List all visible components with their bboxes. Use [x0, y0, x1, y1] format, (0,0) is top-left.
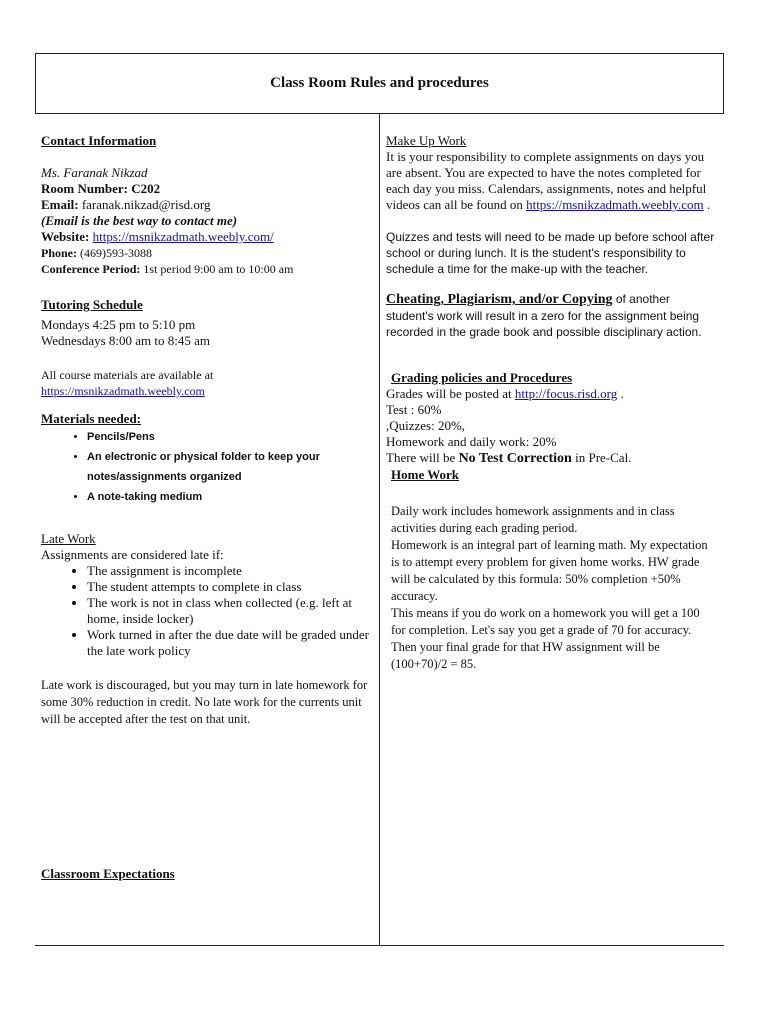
materials-note: All course materials are available at [41, 368, 214, 382]
grading-heading: Grading policies and Procedures [391, 370, 573, 385]
email-note: (Email is the best way to contact me) [41, 213, 238, 228]
list-item: • The student attempts to complete in class [87, 579, 371, 595]
no-test-pre: There will be [386, 450, 459, 465]
focus-link[interactable]: http://focus.risd.org [514, 386, 618, 401]
website-line [41, 229, 371, 245]
page-title: Class Room Rules and procedures [270, 75, 489, 91]
homework-p2: Homework is an integral part of learning math. My expectation is to attempt every problem for given home works. HW grade will be calculated by this formula: 50% completion +50% accuracy. [391, 538, 708, 603]
conference-value: 1st period 9:00 am to 10:00 am [140, 262, 294, 276]
room-number: Room Number: C202 [41, 181, 161, 196]
makeup-end: . [703, 197, 711, 212]
list-item: • Work turned in after the due date will be graded under the late work policy [87, 627, 371, 659]
quizzes-text: Quizzes and tests will need to be made up before school after school or during lunch. It is the student's responsibility to schedule a time for the make-up with the teacher. [386, 230, 715, 276]
homework-p3: This means if you do work on a homework you will get a 100 for completion. Let's say you get a grade of 70 for accuracy. Then your final grade for that HW assignment will be (100+70)/2 = 85. [391, 606, 700, 671]
email-line [41, 197, 371, 213]
makeup-link[interactable]: https://msnikzadmath.weebly.com [526, 197, 704, 212]
cheating-text: of another student's work will result in a zero for the assignment being recorded in the grade book and possible disciplinary action. [386, 292, 702, 339]
late-intro: Assignments are considered late if: [41, 547, 224, 562]
homework-weight: Homework and daily work: 20% [386, 434, 557, 449]
email-label: Email: [41, 197, 79, 212]
conference-line [41, 261, 371, 277]
right-column [386, 133, 716, 673]
cheating-heading: Cheating, Plagiarism, and/or Copying [386, 292, 613, 307]
phone-line [41, 245, 371, 261]
tutoring-wednesday: Wednesdays 8:00 am to 8:45 am [41, 333, 211, 348]
cheating-paragraph [386, 291, 716, 340]
makeup-heading: Make Up Work [386, 133, 467, 148]
materials-link[interactable]: https://msnikzadmath.weebly.com [41, 384, 205, 398]
test-weight: Test : 60% [386, 402, 442, 417]
materials-heading: Materials needed: [41, 411, 142, 426]
teacher-name: Ms. Faranak Nikzad [41, 165, 148, 180]
left-column [41, 133, 371, 882]
website-link[interactable]: https://msnikzadmath.weebly.com/ [92, 229, 274, 244]
phone-label: Phone: [41, 246, 77, 260]
list-item: • An electronic or physical folder to keep your notes/assignments organized [87, 447, 371, 487]
list-item: • A note-taking medium [87, 487, 371, 507]
no-test-post: in Pre-Cal. [571, 450, 632, 465]
makeup-text [386, 149, 716, 213]
no-test-correction [386, 450, 716, 467]
late-list [41, 563, 371, 659]
list-item: • Pencils/Pens [87, 427, 371, 447]
grades-posted-text: Grades will be posted at [386, 386, 515, 401]
tutoring-monday: Mondays 4:25 pm to 5:10 pm [41, 317, 196, 332]
list-item: • The assignment is incomplete [87, 563, 371, 579]
phone-value: (469)593-3088 [77, 246, 152, 260]
grades-posted [386, 386, 716, 402]
materials-list [41, 427, 371, 507]
email-value: faranak.nikzad@risd.org [78, 197, 211, 212]
grades-end: . [617, 386, 624, 401]
makeup-body: It is your responsibility to complete assignments on days you are absent. You are expected to have the notes completed for each day you miss. Calendars, assignments, notes and helpful videos can all be found on [386, 149, 707, 212]
expectations-heading: Classroom Expectations [41, 866, 175, 881]
list-item: • The work is not in class when collected (e.g. left at home, inside locker) [87, 595, 371, 627]
quiz-weight: ,Quizzes: 20%, [386, 418, 466, 433]
conference-label: Conference Period: [41, 262, 141, 276]
column-divider [379, 114, 380, 946]
contact-heading: Contact Information [41, 133, 157, 148]
late-policy: Late work is discouraged, but you may turn in late homework for some 30% reduction in credit. No late work for the currents unit will be accepted after the test on that unit. [41, 678, 368, 726]
late-heading: Late Work [41, 531, 96, 546]
tutoring-heading: Tutoring Schedule [41, 297, 143, 312]
homework-p1: Daily work includes homework assignments and in class activities during each grading period. [391, 504, 675, 535]
no-test-bold: No Test Correction [458, 451, 572, 466]
website-label: Website: [41, 229, 90, 244]
homework-heading: Home Work [391, 467, 460, 482]
bottom-rule [35, 945, 724, 946]
title-box [35, 53, 724, 114]
